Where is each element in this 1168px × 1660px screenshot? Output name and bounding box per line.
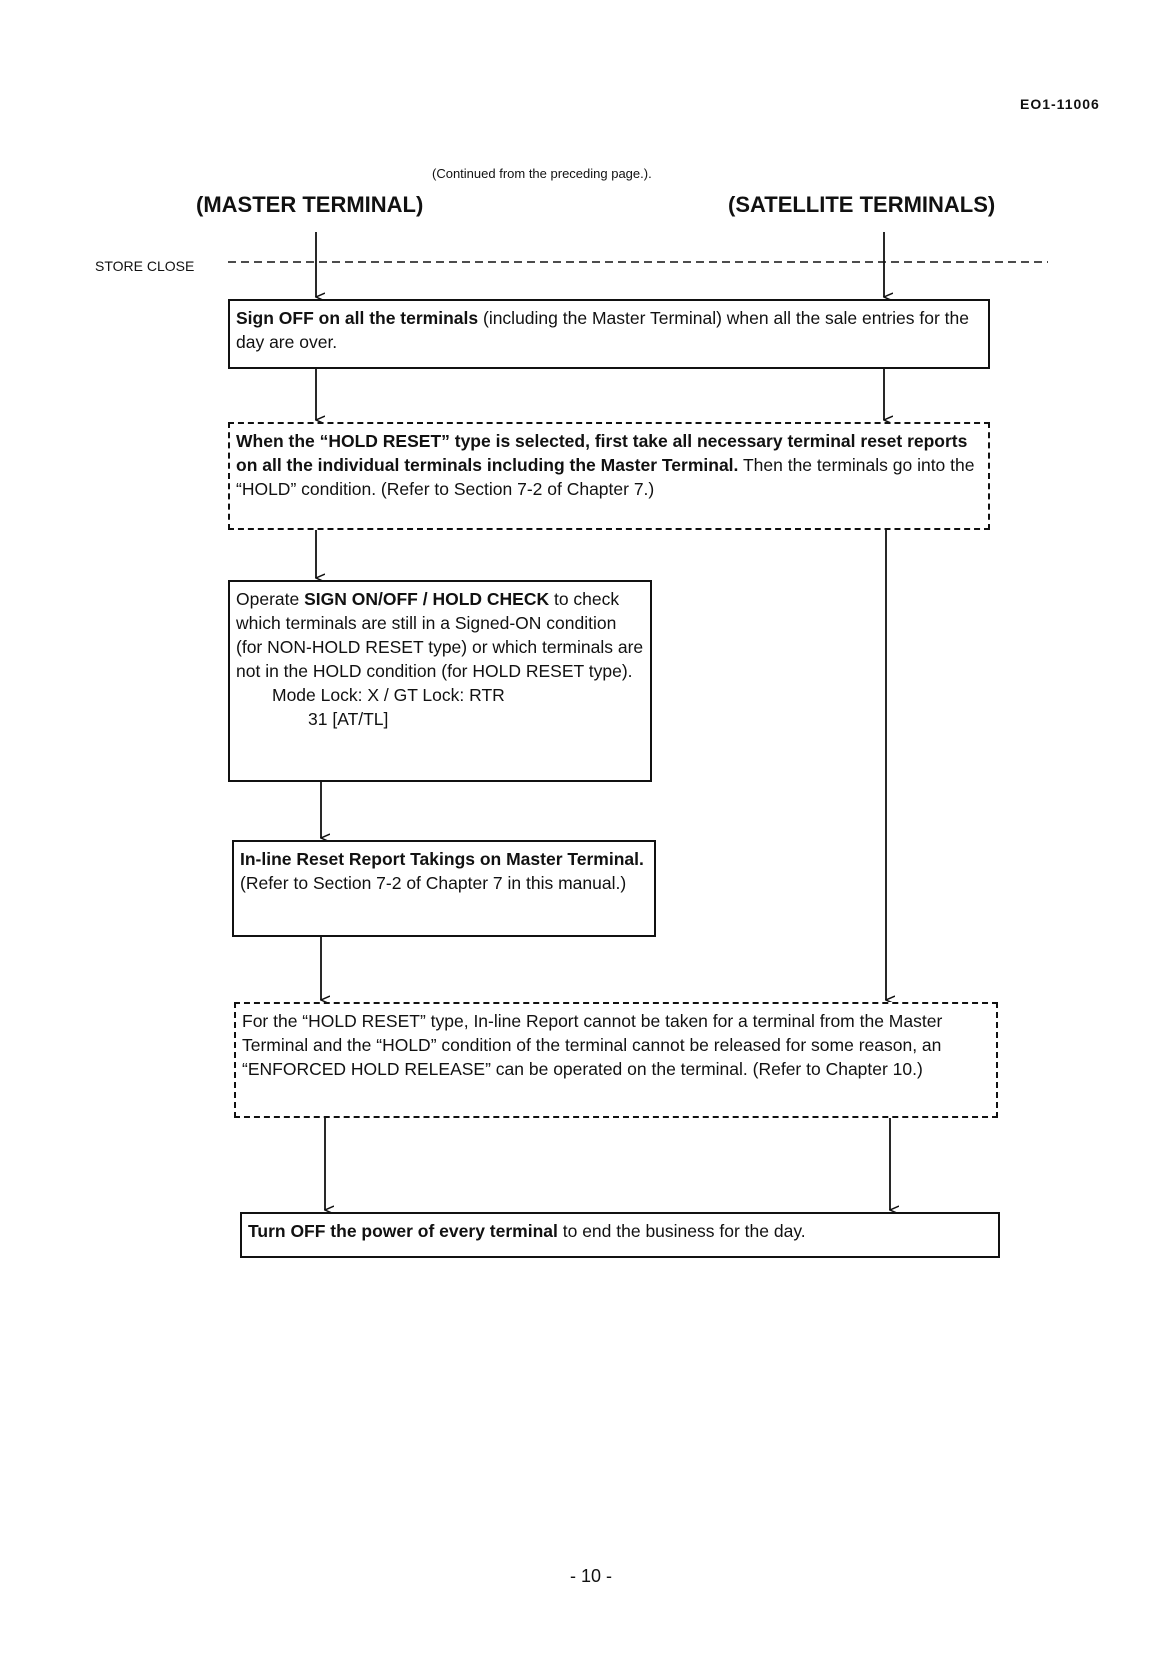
turn-off-text: to end the business for the day. — [557, 1221, 806, 1241]
inline-reset-box — [232, 840, 656, 937]
inline-reset-bold: In-line Reset Report Takings on Master Terminal. — [240, 849, 644, 869]
turn-off-bold: Turn OFF the power of every terminal — [248, 1221, 558, 1241]
key-sequence-line: 31 [AT/TL] — [308, 709, 389, 729]
store-close-label: STORE CLOSE — [95, 258, 195, 274]
sign-off-bold: Sign OFF on all the terminals — [236, 308, 479, 328]
hold-reset-text: Then the terminals go into the “HOLD” condition. (Refer to Section 7-2 of Chapter 7.) — [236, 455, 975, 499]
operate-bold: SIGN ON/OFF / HOLD CHECK — [304, 589, 550, 609]
document-number: EO1-11006 — [1020, 96, 1100, 112]
operate-check-box — [228, 580, 652, 782]
inline-reset-text: (Refer to Section 7-2 of Chapter 7 in this manual.) — [240, 873, 627, 893]
continued-note: (Continued from the preceding page.). — [432, 166, 652, 181]
satellite-terminals-heading: (SATELLITE TERMINALS) — [728, 192, 996, 217]
hold-reset-box — [228, 422, 990, 530]
operate-text: to check which terminals are still in a Signed-ON condition (for NON-HOLD RESET type) or which terminals are not in the HOLD condition (for HOLD RESET type). — [236, 589, 644, 681]
turn-off-box — [240, 1212, 1000, 1258]
sign-off-box — [228, 299, 990, 369]
sign-off-text: (including the Master Terminal) when all the sale entries for the day are over. — [236, 308, 970, 352]
mode-lock-line: Mode Lock: X / GT Lock: RTR — [272, 685, 505, 705]
enforced-hold-release-box — [234, 1002, 998, 1118]
hold-reset-bold: When the “HOLD RESET” type is selected, first take all necessary terminal reset reports on all the individual terminals including the Master Terminal. — [236, 431, 968, 475]
page-number: - 10 - — [570, 1566, 613, 1586]
enforced-hold-release-text: For the “HOLD RESET” type, In-line Report cannot be taken for a terminal from the Master Terminal and the “HOLD” condition of the terminal cannot be released for some reason, an “ENFORCED HOLD RELEASE” can be operated on the terminal. (Refer to Chapter 10.) — [242, 1011, 943, 1079]
master-terminal-heading: (MASTER TERMINAL) — [196, 192, 424, 217]
operate-pre: Operate — [236, 589, 305, 609]
